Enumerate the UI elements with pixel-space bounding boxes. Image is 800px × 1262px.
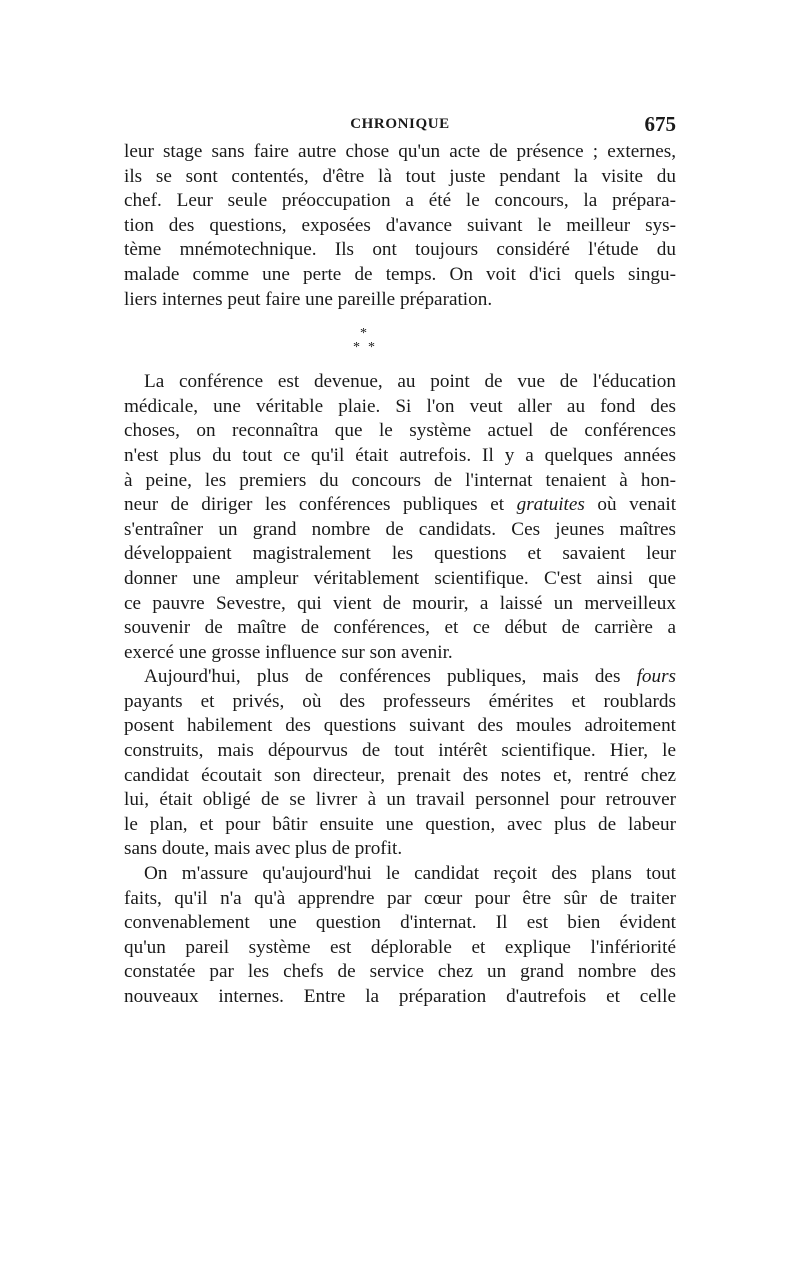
text-line: médicale, une véritable plaie. Si l'on veut aller au fond des [124,395,676,417]
text-line: tème mnémotechnique. Ils ont toujours considéré l'étude du [124,239,676,261]
text-line: candidat écoutait son directeur, prenait des notes et, rentré chez [124,764,676,786]
running-title: CHRONIQUE [350,116,450,132]
asterism-divider [124,318,676,362]
text-segment: Aujourd'hui, plus de conférences publiques, mais des [144,666,621,688]
text-line: posent habilement des questions suivant des moules adroitement [124,715,676,737]
asterism-star: * [360,326,367,342]
text-line: à peine, les premiers du concours de l'internat tenaient à hon- [124,469,676,491]
text-line: faits, qu'il n'a qu'à apprendre par cœur pour être sûr de traiter [124,887,676,909]
text-line: liers internes peut faire une pareille préparation. [124,288,493,310]
text-line: choses, on reconnaîtra que le système actuel de conférences [124,420,676,442]
text-line: malade comme une perte de temps. On voit d'ici quels singu- [124,263,676,285]
paragraph-1 [124,140,676,312]
text-line: chef. Leur seule préoccupation a été le concours, la prépara- [124,190,676,212]
text-segment: où venait [597,494,677,516]
text-line: exercé une grosse influence sur son avenir. [124,641,453,663]
text-line: qu'un pareil système est déplorable et explique l'infériorité [124,936,676,958]
text-line: nouveaux internes. Entre la préparation d'autrefois et celle [124,986,676,1007]
text-line: le plan, et pour bâtir ensuite une question, avec plus de labeur [124,813,676,835]
text-line: ils se sont contentés, d'être là tout juste pendant la visite du [124,165,676,187]
text-line: souvenir de maître de conférences, et ce début de carrière a [124,617,676,639]
asterism-star: * [368,340,375,356]
text-segment: neur de diriger les conférences publiques et [124,494,505,516]
page-number: 675 [644,112,676,136]
text-line: lui, était obligé de se livrer à un travail personnel pour retrouver [124,789,676,811]
italic-word: fours [636,666,677,688]
text-line: tion des questions, exposées d'avance suivant le meilleur sys- [124,214,676,236]
text-line: constatée par les chefs de service chez un grand nombre des [124,961,676,983]
running-head [124,112,676,140]
text-line: sans doute, mais avec plus de profit. [124,838,403,860]
text-line: construits, mais dépourvus de tout intérêt scientifique. Hier, le [124,740,676,762]
text-line: payants et privés, où des professeurs émérites et roublards [124,690,676,712]
text-line [124,665,676,690]
text-line: convenablement une question d'internat. Il est bien évident [124,912,676,934]
paragraph-4 [124,862,676,1010]
text-line: développaient magistralement les questions et savaient leur [124,543,676,565]
text-line: n'est plus du tout ce qu'il était autrefois. Il y a quelques années [124,444,676,466]
text-line: La conférence est devenue, au point de vue de l'éducation [144,371,676,393]
paragraph-3 [124,665,676,862]
text-line [124,493,676,518]
italic-word: gratuites [516,494,585,516]
text-line: On m'assure qu'aujourd'hui le candidat reçoit des plans tout [144,863,676,885]
text-line: s'entraîner un grand nombre de candidats. Ces jeunes maîtres [124,518,676,540]
text-line: ce pauvre Sevestre, qui vient de mourir, a laissé un merveilleux [124,592,676,614]
asterism-star: * [353,340,360,356]
text-line: leur stage sans faire autre chose qu'un acte de présence ; externes, [124,141,676,162]
paragraph-2 [124,370,676,665]
text-line: donner une ampleur véritablement scientifique. C'est ainsi que [124,567,676,589]
book-page [124,112,676,1010]
